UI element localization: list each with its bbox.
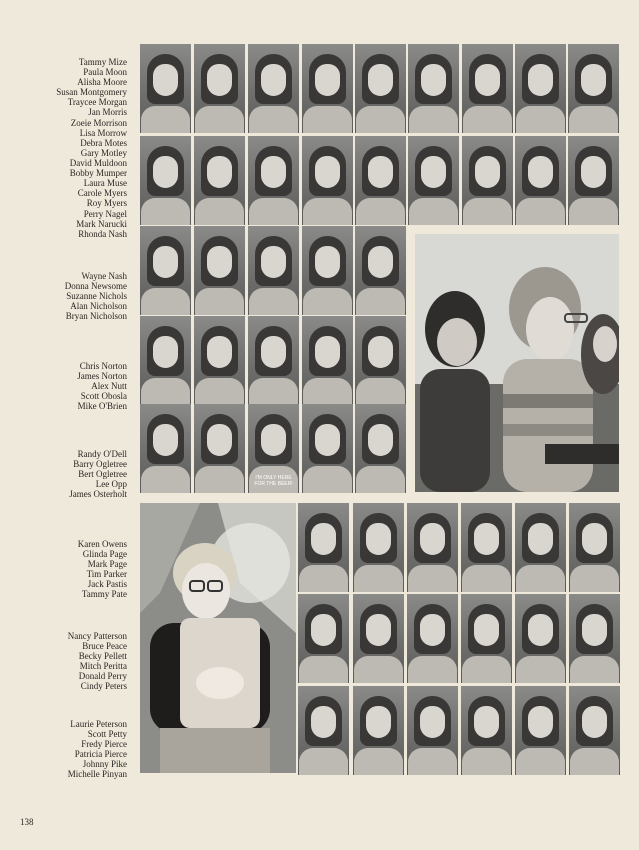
student-name: Alex Nutt <box>91 381 127 392</box>
student-name: Perry Nagel <box>83 208 127 219</box>
name-list-2 <box>70 148 127 239</box>
student-name: Chris Norton <box>79 361 127 371</box>
student-name: James Norton <box>77 371 127 382</box>
student-name: Mark Narucki <box>76 218 127 229</box>
student-photo-r1-c4 <box>302 44 353 133</box>
student-name: Roy Myers <box>86 198 127 209</box>
student-photo-r8-c5 <box>515 686 566 775</box>
student-name: Laurie Peterson <box>70 719 127 729</box>
student-photo-r2-c5 <box>355 136 406 225</box>
student-name: Bruce Peace <box>82 641 127 652</box>
student-photo-r5-c5 <box>355 404 406 493</box>
student-photo-r1-c5 <box>355 44 406 133</box>
student-photo-r1-c6 <box>408 44 459 133</box>
student-name: Nancy Patterson <box>67 631 127 641</box>
student-name: Mitch Peritta <box>79 661 127 672</box>
name-list-7 <box>68 631 127 692</box>
student-name: Lee Opp <box>95 479 127 490</box>
student-name: Bryan Nicholson <box>65 311 127 322</box>
student-name: Johnny Pike <box>82 759 127 770</box>
student-name: Becky Pellett <box>78 651 127 662</box>
student-name: David Muldoon <box>69 158 127 169</box>
student-photo-r6-c2 <box>353 503 404 592</box>
student-photo-r2-c8 <box>515 136 566 225</box>
candid-photo-classroom <box>415 234 619 492</box>
student-photo-r7-c4 <box>461 594 512 683</box>
student-photo-r8-c6 <box>569 686 620 775</box>
student-name: Mike O'Brien <box>77 401 127 412</box>
student-photo-r5-c3 <box>248 404 299 493</box>
student-photo-r1-c8 <box>515 44 566 133</box>
student-name: Tammy Pate <box>81 589 127 600</box>
student-name: Barry Ogletree <box>73 459 127 470</box>
student-photo-r6-c4 <box>461 503 512 592</box>
student-photo-r2-c4 <box>302 136 353 225</box>
student-photo-r3-c5 <box>355 226 406 315</box>
student-photo-r2-c6 <box>408 136 459 225</box>
student-name: Gary Motley <box>80 148 127 158</box>
student-photo-r7-c2 <box>353 594 404 683</box>
student-name: Fredy Pierce <box>81 739 127 750</box>
student-photo-r1-c7 <box>462 44 513 133</box>
student-photo-r1-c9 <box>568 44 619 133</box>
student-photo-r4-c4 <box>302 316 353 405</box>
student-name: Scott Petty <box>87 729 127 740</box>
candid-classroom-illustration <box>415 234 619 492</box>
student-name: Tim Parker <box>86 569 127 580</box>
student-photo-r1-c1 <box>140 44 191 133</box>
student-photo-r3-c3 <box>248 226 299 315</box>
student-photo-r6-c6 <box>569 503 620 592</box>
student-photo-r1-c2 <box>194 44 245 133</box>
student-name: Laura Muse <box>83 178 127 189</box>
student-photo-r6-c1 <box>298 503 349 592</box>
name-list-1 <box>56 57 127 148</box>
student-photo-r5-c2 <box>194 404 245 493</box>
student-name: Cindy Peters <box>80 681 127 692</box>
student-photo-r4-c3 <box>248 316 299 405</box>
student-name: Michelle Pinyan <box>67 769 127 780</box>
student-name: Zoeie Morrison <box>70 117 127 128</box>
candid-photo-portrait <box>140 503 296 773</box>
student-name: Donald Perry <box>78 671 127 682</box>
student-photo-r5-c1 <box>140 404 191 493</box>
student-name: Wayne Nash <box>81 271 127 281</box>
student-name: Debra Motes <box>80 137 127 148</box>
student-photo-r8-c1 <box>298 686 349 775</box>
student-name: Traycee Morgan <box>67 97 127 108</box>
student-photo-r4-c5 <box>355 316 406 405</box>
student-name: Lisa Morrow <box>79 127 127 138</box>
name-list-5 <box>69 449 127 499</box>
student-name: Jack Pastis <box>87 579 127 590</box>
name-list-3 <box>65 271 127 321</box>
student-name: Suzanne Nichols <box>66 291 127 302</box>
shirt-slogan: I'M ONLY HERE FOR THE BEER! <box>254 475 293 487</box>
student-photo-r2-c9 <box>568 136 619 225</box>
name-list-4 <box>77 361 127 411</box>
student-photo-r4-c2 <box>194 316 245 405</box>
student-photo-r7-c6 <box>569 594 620 683</box>
student-name: Alan Nicholson <box>70 301 127 312</box>
student-photo-r7-c3 <box>407 594 458 683</box>
page-number: 138 <box>20 817 34 827</box>
student-photo-r3-c2 <box>194 226 245 315</box>
student-photo-r2-c3 <box>248 136 299 225</box>
student-name: Alisha Moore <box>77 77 127 88</box>
student-photo-r7-c1 <box>298 594 349 683</box>
student-name: Jan Morris <box>88 107 127 118</box>
student-photo-r3-c1 <box>140 226 191 315</box>
student-photo-r8-c2 <box>353 686 404 775</box>
student-photo-r2-c2 <box>194 136 245 225</box>
student-name: Tammy Mize <box>78 57 127 67</box>
student-name: Scott Obosla <box>80 391 127 402</box>
student-name: Bobby Mumper <box>69 168 127 179</box>
name-list-8 <box>68 719 127 780</box>
student-name: Karen Owens <box>77 539 127 549</box>
student-name: James Osterholt <box>69 489 127 500</box>
student-photo-r3-c4 <box>302 226 353 315</box>
candid-portrait-illustration <box>140 503 296 773</box>
student-name: Paula Moon <box>83 67 127 78</box>
student-photo-r6-c5 <box>515 503 566 592</box>
student-name: Glinda Page <box>82 549 127 560</box>
student-name: Rhonda Nash <box>78 228 127 239</box>
student-photo-r6-c3 <box>407 503 458 592</box>
student-name: Bert Ogletree <box>78 469 127 480</box>
student-photo-r8-c3 <box>407 686 458 775</box>
student-name: Randy O'Dell <box>77 449 127 459</box>
student-photo-r2-c7 <box>462 136 513 225</box>
student-photo-r5-c4 <box>302 404 353 493</box>
student-photo-r2-c1 <box>140 136 191 225</box>
name-list-6 <box>78 539 127 600</box>
student-photo-r7-c5 <box>515 594 566 683</box>
student-name: Donna Newsome <box>64 281 127 292</box>
student-photo-r8-c4 <box>461 686 512 775</box>
student-photo-r1-c3 <box>248 44 299 133</box>
student-name: Patricia Pierce <box>74 749 127 760</box>
student-name: Susan Montgomery <box>56 87 127 98</box>
student-name: Carole Myers <box>77 188 127 199</box>
student-name: Mark Page <box>87 559 127 570</box>
student-photo-r4-c1 <box>140 316 191 405</box>
